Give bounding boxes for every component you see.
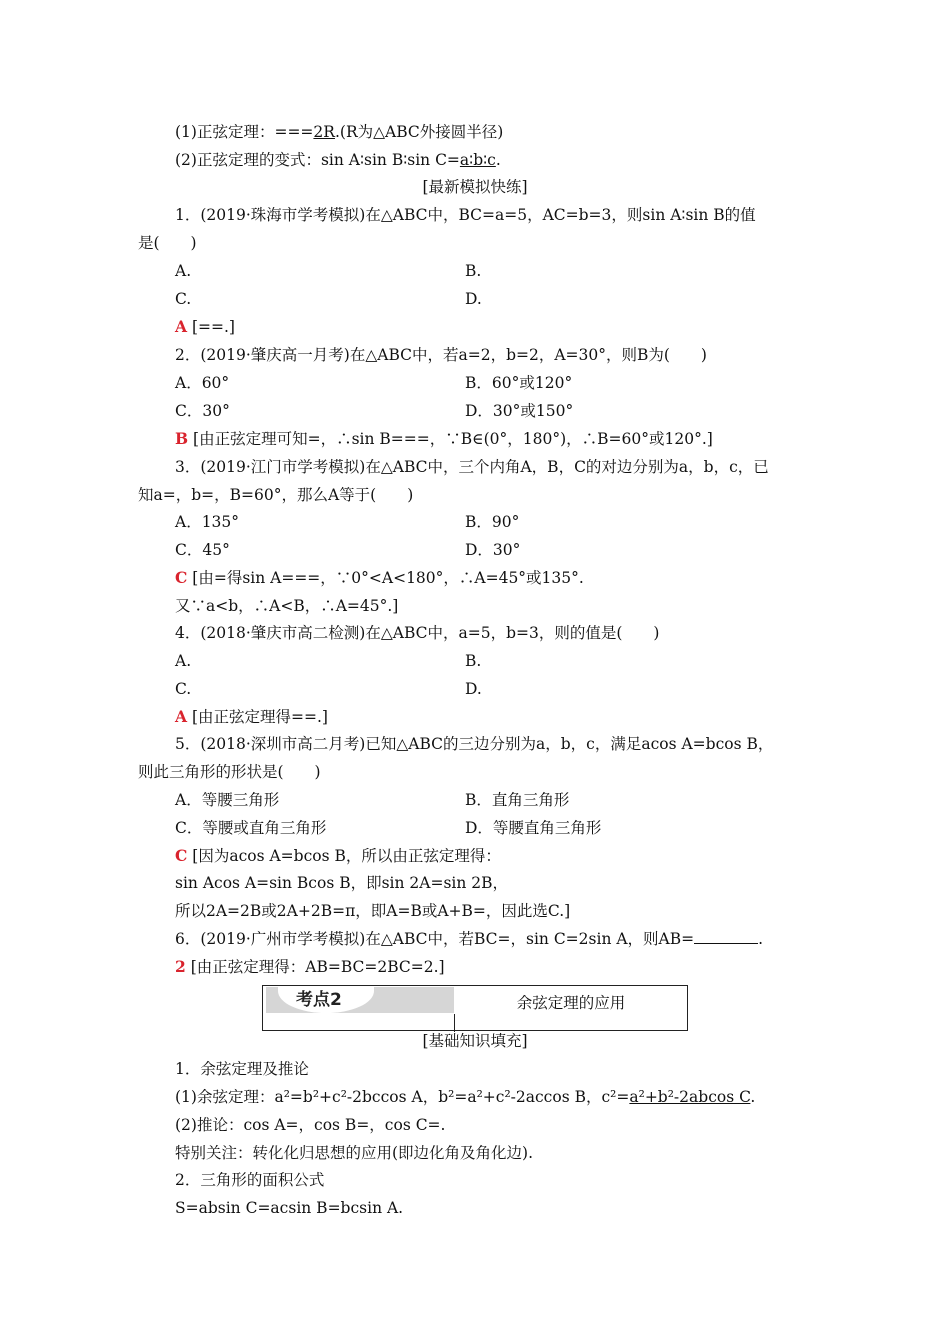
cosine-corollary: (2)推论：cos A=，cos B=，cos C=. <box>175 1116 446 1134</box>
question-2-option-b: B．60°或120° <box>465 374 573 392</box>
question-4-stem: 4．(2018·肇庆市高二检测)在△ABC中，a=5，b=3，则的值是( ) <box>175 624 660 642</box>
answer-letter: A <box>175 707 188 726</box>
answer-letter: B <box>175 429 189 448</box>
answer-letter: 2 <box>175 957 186 976</box>
topic-title: 余弦定理的应用 <box>516 994 626 1012</box>
sine-law-variant: (2)正弦定理的变式：sin A∶sin B∶sin C=a∶b∶c. <box>175 151 501 169</box>
question-2-option-d: D．30°或150° <box>465 402 574 420</box>
question-3-option-a: A．135° <box>175 513 240 531</box>
question-5-answer: C [因为acos A=bcos B，所以由正弦定理得： <box>175 846 501 865</box>
topic-tab <box>266 987 454 1013</box>
question-1-option-c: C. <box>175 290 192 308</box>
question-4-answer: A [由正弦定理得==.] <box>175 707 328 726</box>
question-1-option-d: D. <box>465 290 482 308</box>
question-5-option-d: D．等腰直角三角形 <box>465 819 602 837</box>
question-1-stem: 1．(2019·珠海市学考模拟)在△ABC中，BC=a=5，AC=b=3，则sin A∶sin B的值 <box>175 206 756 224</box>
question-1-answer: A [==.] <box>175 317 235 336</box>
answer-letter: A <box>175 317 188 336</box>
question-1-stem-cont: 是( ) <box>138 234 197 252</box>
topic-banner <box>262 985 688 1031</box>
question-3-stem: 3．(2019·江门市学考模拟)在△ABC中，三个内角A，B，C的对边分别为a，b，c，已 <box>175 458 769 476</box>
section-header-basics: [基础知识填充] <box>422 1032 528 1050</box>
question-2-stem: 2．(2019·肇庆高一月考)在△ABC中，若a=2，b=2，A=30°，则B为( ) <box>175 346 707 364</box>
area-formula: S=absin C=acsin B=bcsin A. <box>175 1199 404 1217</box>
question-2-option-c: C．30° <box>175 402 230 420</box>
sine-law-statement: (1)正弦定理：===2R.(R为△ABC外接圆半径) <box>175 123 504 141</box>
question-3-answer: C [由=得sin A===，∵0°<A<180°，∴A=45°或135°. <box>175 568 584 587</box>
question-5-option-a: A．等腰三角形 <box>175 791 280 809</box>
question-3-stem-cont: 知a=，b=，B=60°，那么A等于( ) <box>138 486 414 504</box>
question-1-option-b: B. <box>465 262 482 280</box>
answer-blank <box>694 929 758 944</box>
question-5-option-c: C．等腰或直角三角形 <box>175 819 327 837</box>
cosine-law-statement: (1)余弦定理：a²=b²+c²-2bccos A，b²=a²+c²-2accos B，c²=a²+b²-2abcos C. <box>175 1088 756 1106</box>
topic-divider <box>454 1014 455 1032</box>
section-header-practice: [最新模拟快练] <box>422 178 528 196</box>
question-5-answer-cont: sin Acos A=sin Bcos B，即sin 2A=sin 2B， <box>175 874 509 892</box>
cosine-heading: 1．余弦定理及推论 <box>175 1060 309 1078</box>
question-3-option-b: B．90° <box>465 513 520 531</box>
question-3-option-c: C．45° <box>175 541 230 559</box>
question-2-option-a: A．60° <box>175 374 230 392</box>
question-4-option-a: A. <box>175 652 192 670</box>
question-4-option-c: C. <box>175 680 192 698</box>
question-5-stem-cont: 则此三角形的形状是( ) <box>138 763 321 781</box>
question-5-answer-cont: 所以2A=2B或2A+2B=π，即A=B或A+B=，因此选C.] <box>175 902 571 920</box>
answer-letter: C <box>175 568 188 587</box>
question-4-option-d: D. <box>465 680 482 698</box>
question-2-answer: B [由正弦定理可知=，∴sin B===，∵B∈(0°，180°)，∴B=60°或120°.] <box>175 429 713 448</box>
question-3-answer-cont: 又∵a<b，∴A<B，∴A=45°.] <box>175 597 399 615</box>
question-3-option-d: D．30° <box>465 541 521 559</box>
question-1-option-a: A. <box>175 262 192 280</box>
question-5-option-b: B．直角三角形 <box>465 791 570 809</box>
question-6-stem: 6．(2019·广州市学考模拟)在△ABC中，若BC=，sin C=2sin A，则AB= . <box>175 930 764 948</box>
question-6-answer: 2 [由正弦定理得：AB=BC=2BC=2.] <box>175 957 445 976</box>
cosine-note: 特别关注：转化化归思想的应用(即边化角及角化边). <box>175 1144 534 1162</box>
question-4-option-b: B. <box>465 652 482 670</box>
answer-letter: C <box>175 846 188 865</box>
area-heading: 2．三角形的面积公式 <box>175 1171 325 1189</box>
question-5-stem: 5．(2018·深圳市高二月考)已知△ABC的三边分别为a，b，c，满足acos A=bcos B， <box>175 735 774 753</box>
topic-number: 考点2 <box>296 990 342 1010</box>
